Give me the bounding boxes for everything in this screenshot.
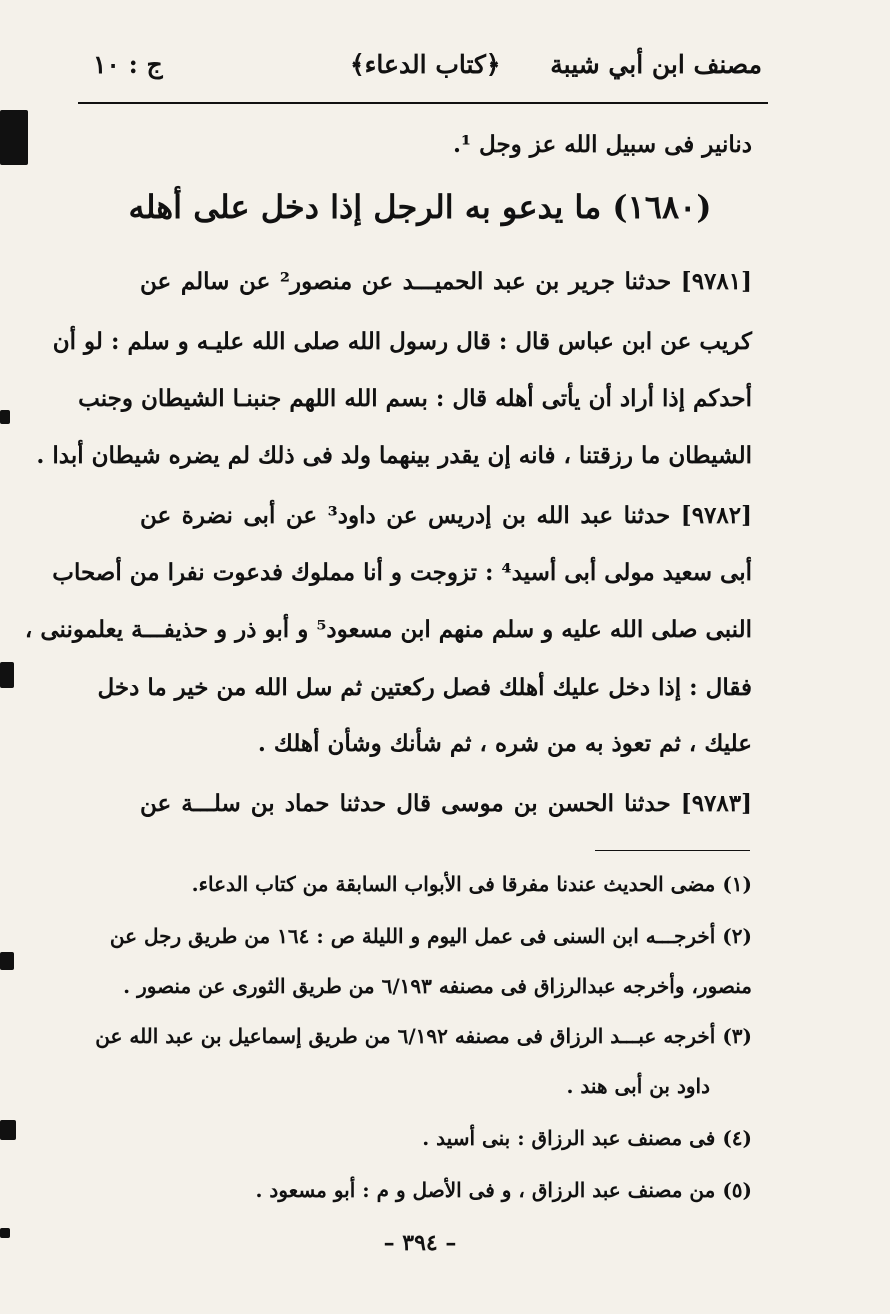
scan-mark	[0, 662, 14, 688]
text-line: [٩٧٨٢] حدثنا عبد الله بن إدريس عن داود³ عن أبى نضرة عن	[140, 502, 752, 529]
scan-mark	[0, 110, 28, 165]
text-line: كريب عن ابن عباس قال : قال رسول الله صلى الله عليـه و سلم : لو أن	[52, 328, 752, 355]
text-line: النبى صلى الله عليه و سلم منهم ابن مسعود⁵ و أبو ذر و حذيفـــة يعلموننى ،	[24, 616, 752, 643]
scan-mark	[0, 1120, 16, 1140]
scan-mark	[0, 1228, 10, 1238]
scan-mark	[0, 410, 10, 424]
header-rule	[78, 102, 768, 104]
footnote-continuation: منصور، وأخرجه عبدالرزاق فى مصنفه ٦/١٩٣ من طريق الثورى عن منصور .	[123, 974, 752, 998]
page-number: – ٣٩٤ –	[383, 1230, 457, 1256]
section-title: ﴿كتاب الدعاء﴾	[350, 50, 501, 79]
volume-number: ج : ١٠	[93, 50, 163, 79]
footnote: (٢) أخرجـــه ابن السنى فى عمل اليوم و الليلة ص : ١٦٤ من طريق رجل عن	[109, 924, 752, 948]
text-line: عليك ، ثم تعوذ به من شره ، ثم شأنك وشأن أهلك .	[257, 730, 752, 757]
book-title: مصنف ابن أبي شيبة	[550, 50, 762, 79]
footnote: (١) مضى الحديث عندنا مفرقا فى الأبواب السابقة من كتاب الدعاء.	[191, 872, 752, 896]
footnote: (٣) أخرجه عبـــد الرزاق فى مصنفه ٦/١٩٢ من طريق إسماعيل بن عبد الله عن	[95, 1024, 752, 1048]
chapter-title: (١٦٨٠) ما يدعو به الرجل إذا دخل على أهله	[128, 188, 712, 226]
text-line: أحدكم إذا أراد أن يأتى أهله قال : بسم الله اللهم جنبنـا الشيطان وجنب	[78, 385, 752, 412]
footnote: (٤) فى مصنف عبد الرزاق : بنى أسيد .	[422, 1126, 752, 1150]
text-line: دنانير فى سبيل الله عز وجل ¹.	[452, 131, 752, 158]
text-line: [٩٧٨١] حدثنا جرير بن عبد الحميـــد عن منصور² عن سالم عن	[140, 268, 752, 295]
scan-mark	[0, 952, 14, 970]
text-line: أبى سعيد مولى أبى أسيد⁴ : تزوجت و أنا مملوك فدعوت نفرا من أصحاب	[52, 559, 752, 586]
text-line: فقال : إذا دخل عليك أهلك فصل ركعتين ثم سل الله من خير ما دخل	[97, 674, 752, 701]
footnote: (٥) من مصنف عبد الرزاق ، و فى الأصل و م : أبو مسعود .	[255, 1178, 752, 1202]
footnote-continuation: داود بن أبى هند .	[566, 1074, 710, 1098]
text-line: الشيطان ما رزقتنا ، فانه إن يقدر بينهما ولد فى ذلك لم يضره شيطان أبدا .	[36, 442, 752, 469]
text-line: [٩٧٨٣] حدثنا الحسن بن موسى قال حدثنا حماد بن سلـــة عن	[140, 790, 752, 817]
footnote-rule	[595, 850, 750, 851]
